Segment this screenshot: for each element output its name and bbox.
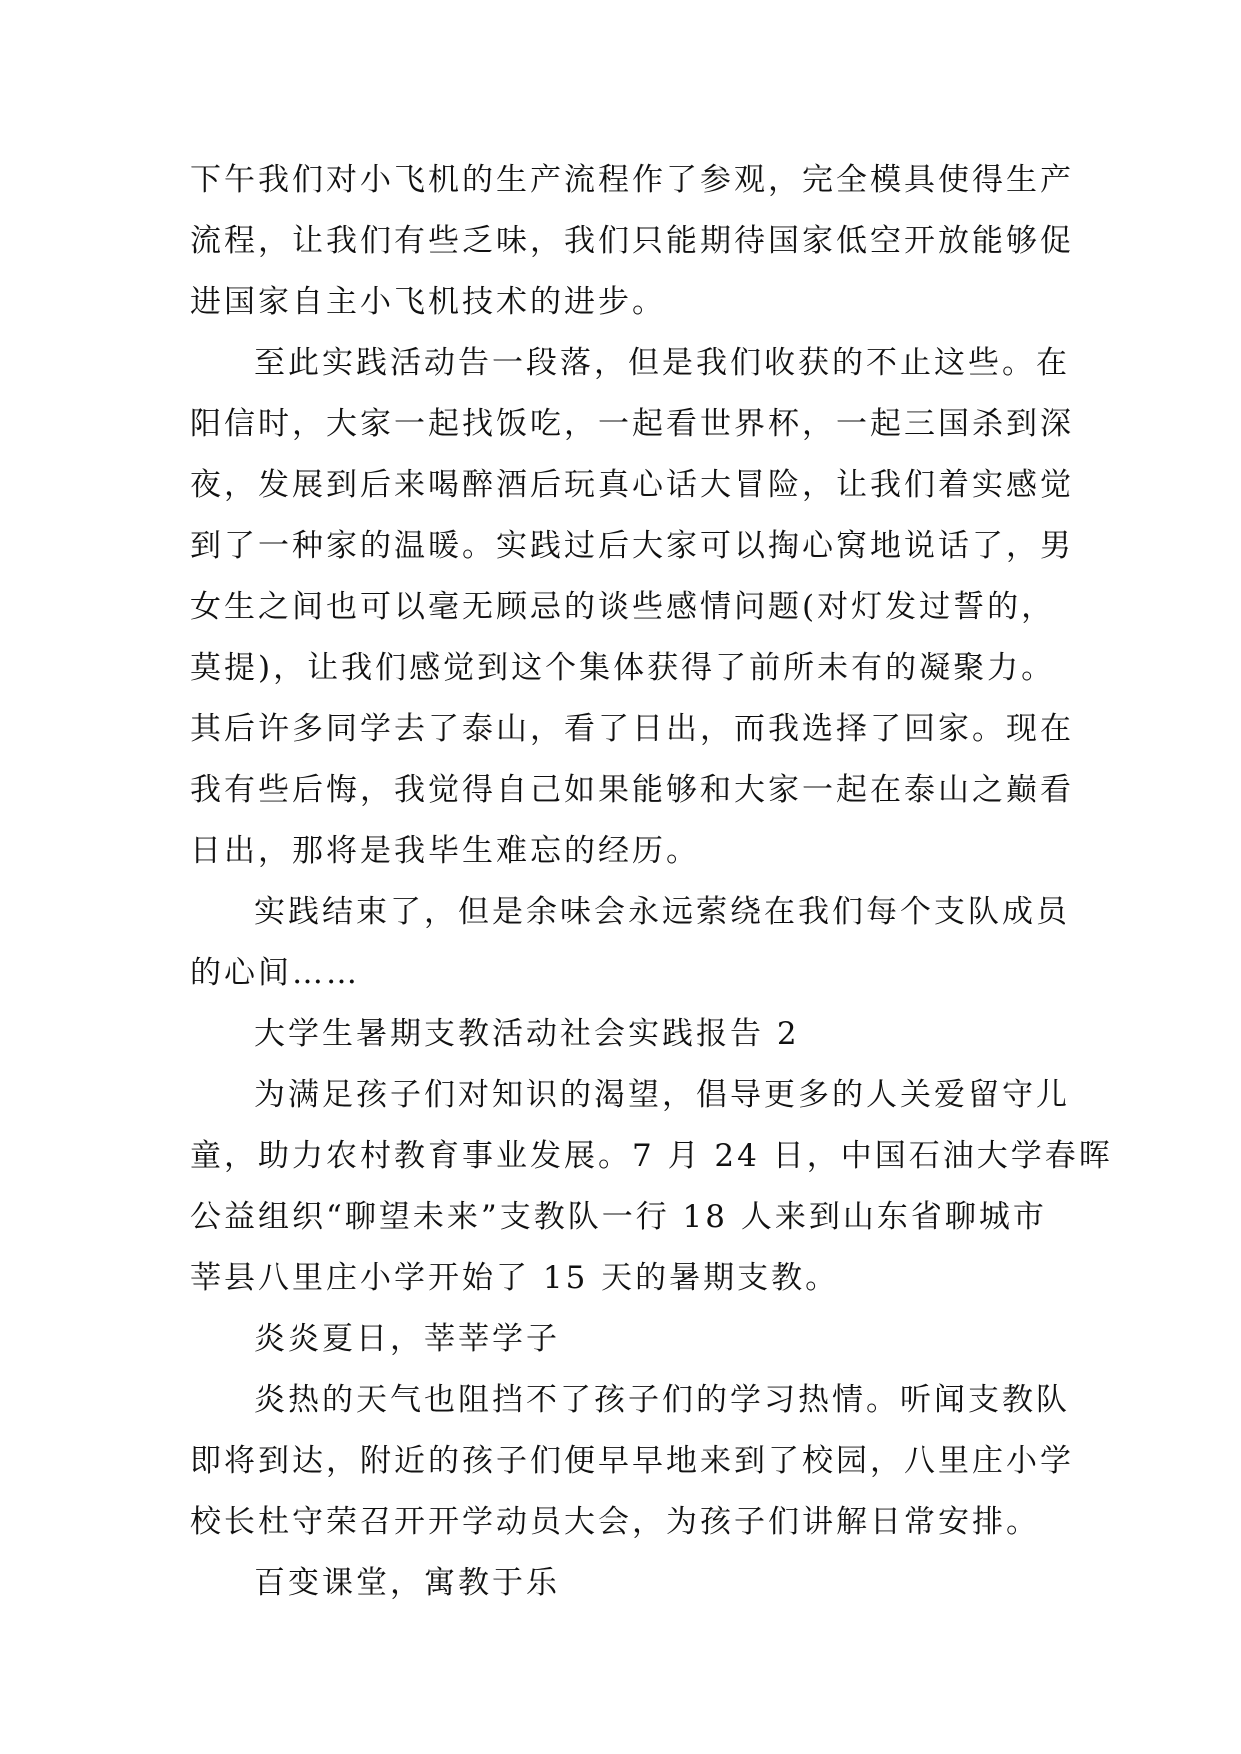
text-line: 下午我们对小飞机的生产流程作了参观，完全模具使得生产 [190,162,1074,198]
text-line: 女生之间也可以毫无顾忌的谈些感情问题(对灯发过誓的， [190,589,1056,625]
text-line: 其后许多同学去了泰山，看了日出，而我选择了回家。现在 [190,711,1074,747]
text-line: 阳信时，大家一起找饭吃，一起看世界杯，一起三国杀到深 [190,406,1074,442]
text-line: 我有些后悔，我觉得自己如果能够和大家一起在泰山之巅看 [190,772,1074,808]
document-body [190,150,1113,1614]
text-line: 的心间…… [190,955,360,991]
text-line: 夜，发展到后来喝醉酒后玩真心话大冒险，让我们着实感觉 [190,467,1074,503]
text-line: 流程，让我们有些乏味，我们只能期待国家低空开放能够促 [190,223,1074,259]
text-line: 莫提)，让我们感觉到这个集体获得了前所未有的凝聚力。 [190,650,1056,686]
subsection-heading: 百变课堂，寓教于乐 [254,1565,560,1601]
text-line: 实践结束了，但是余味会永远萦绕在我们每个支队成员 [254,894,1070,930]
text-line: 到了一种家的温暖。实践过后大家可以掏心窝地说话了，男 [190,528,1074,564]
section-heading: 大学生暑期支教活动社会实践报告 2 [254,1016,800,1052]
text-line: 公益组织“聊望未来”支教队一行 18 人来到山东省聊城市 [190,1199,1047,1235]
text-line: 日出，那将是我毕生难忘的经历。 [190,833,700,869]
text-line: 为满足孩子们对知识的渴望，倡导更多的人关爱留守儿 [254,1077,1070,1113]
subsection-heading: 炎炎夏日，莘莘学子 [254,1321,560,1357]
text-line: 炎热的天气也阻挡不了孩子们的学习热情。听闻支教队 [254,1382,1070,1418]
text-line: 至此实践活动告一段落，但是我们收获的不止这些。在 [254,345,1070,381]
text-line: 莘县八里庄小学开始了 15 天的暑期支教。 [190,1260,840,1296]
text-line: 童，助力农村教育事业发展。7 月 24 日，中国石油大学春晖 [190,1138,1113,1174]
text-line: 校长杜守荣召开开学动员大会，为孩子们讲解日常安排。 [190,1504,1040,1540]
text-line: 即将到达，附近的孩子们便早早地来到了校园，八里庄小学 [190,1443,1074,1479]
text-line: 进国家自主小飞机技术的进步。 [190,284,666,320]
